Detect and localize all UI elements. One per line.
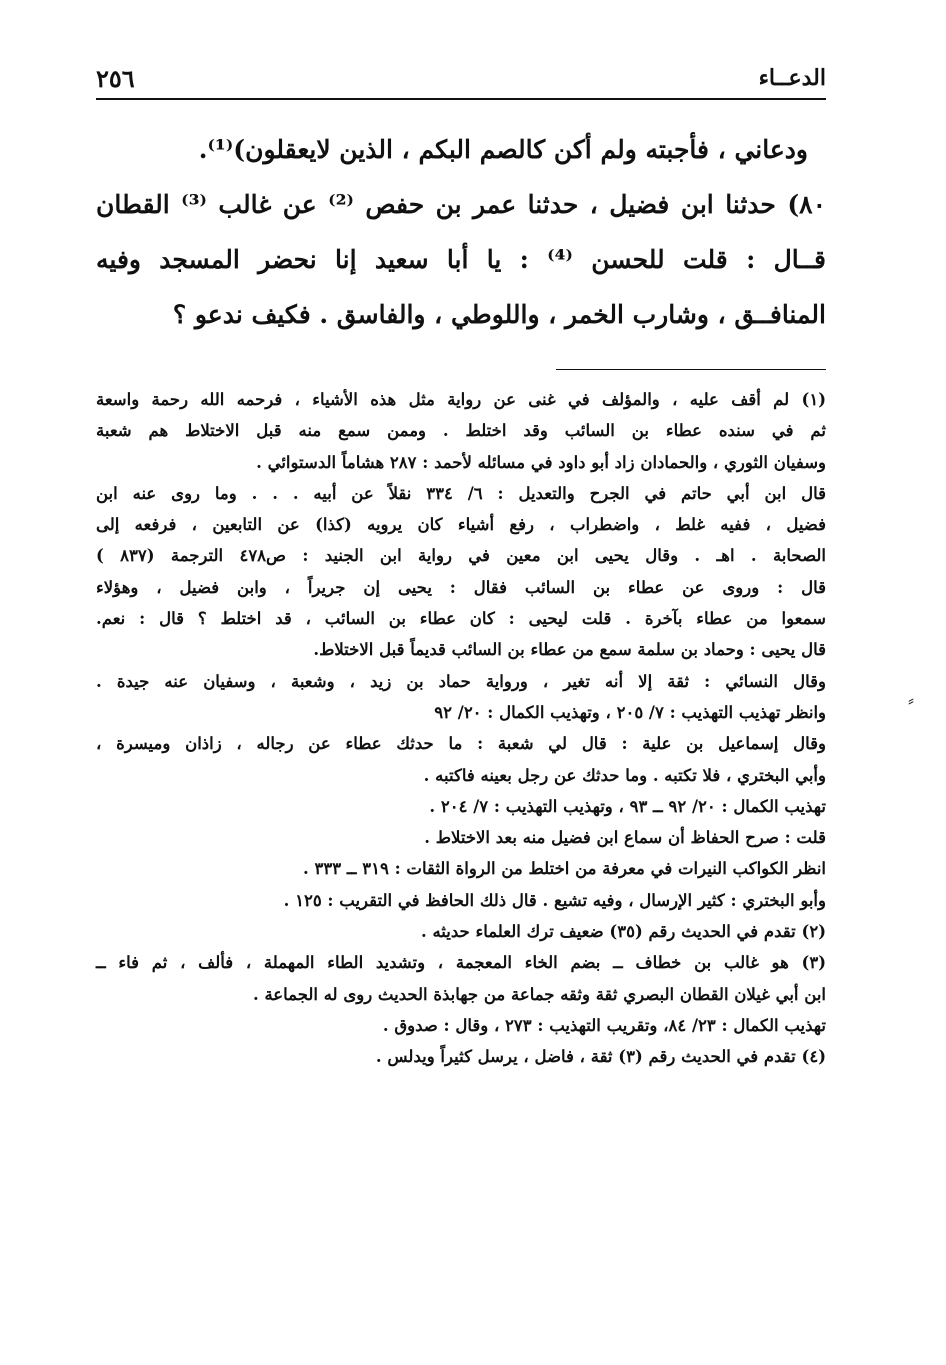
footnote-line: قال يحيى : وحماد بن سلمة سمع من عطاء بن السائب قديماً قبل الاختلاط. [313,640,826,660]
main-text-line: قــال : قلت للحسن ⁽⁴⁾ : يا أبا سعيد إنا نحضر المسجد وفيه [96,245,826,274]
footnote-line: الصحابة . اهـ . وقال يحيى ابن معين في رواية ابن الجنيد : ص٤٧٨ الترجمة (٨٣٧ ) [96,546,826,566]
footnote-line: قال ابن أبي حاتم في الجرح والتعديل : ٦/ ٣٣٤ نقلاً عن أبيه . . . وما روى عنه ابن [96,483,826,503]
footnote-separator [556,369,826,370]
footnote-line: ابن أبي غيلان القطان البصري ثقة وثقه جماعة من جهابذة الحديث روى له الجماعة . [252,984,826,1004]
footnote-line: تهذيب الكمال : ٢٣/ ٨٤، وتقريب التهذيب : ٢٧٣ ، وقال : صدوق . [382,1015,826,1035]
footnote-line: وأبي البختري ، فلا تكتبه . وما حدثك عن رجل بعينه فاكتبه . [423,765,826,785]
footnotes [96,384,826,1073]
running-header [96,58,826,100]
footnote-line: انظر الكواكب النيرات في معرفة من اختلط من الرواة الثقات : ٣١٩ ــ ٣٣٣ . [302,859,826,879]
footnote-line: (٢) تقدم في الحديث رقم (٣٥) ضعيف ترك العلماء حديثه . [420,922,826,942]
footnote-line: قال : وروى عن عطاء بن السائب فقال : يحيى إن جريراً ، وابن فضيل ، وهؤلاء [96,577,826,597]
footnote-line: فضيل ، ففيه غلط ، واضطراب ، رفع أشياء كان يرويه (كذا) عن التابعين ، فرفعه إلى [96,515,826,535]
footnote-line: (١) لم أقف عليه ، والمؤلف في غنى عن رواية مثل هذه الأشياء ، فرحمه الله رحمة واسعة [96,390,826,409]
footnote-line: (٤) تقدم في الحديث رقم (٣) ثقة ، فاضل ، يرسل كثيراً ويدلس . [375,1047,826,1067]
main-text [96,122,826,342]
footnote-line: سمعوا من عطاء بآخرة . قلت ليحيى : كان عطاء بن السائب ، قد اختلط ؟ قال : نعم. [96,609,826,629]
book-page [96,0,826,1365]
main-text-line: المنافــق ، وشارب الخمر ، واللوطي ، والفاسق . فكيف ندعو ؟ [172,300,826,329]
footnote-line: وأبو البختري : كثير الإرسال ، وفيه تشيع . قال ذلك الحافظ في التقريب : ١٢٥ . [283,890,826,910]
footnote-line: وقال النسائي : ثقة إلا أنه تغير ، ورواية حماد بن زيد ، وشعبة ، وسفيان عنه جيدة . [96,671,826,691]
main-text-line: ودعاني ، فأجبته ولم أكن كالصم البكم ، الذين لايعقلون)⁽¹⁾. [198,135,808,164]
main-text-line: ٨٠) حدثنا ابن فضيل ، حدثنا عمر بن حفص ⁽²⁾ عن غالب ⁽³⁾ القطان [96,190,827,219]
footnote-line: ثم في سنده عطاء بن السائب وقد اختلط . وممن سمع منه قبل الاختلاط هم شعبة [96,421,826,441]
footnote-line: (٣) هو غالب بن خطاف ــ بضم الخاء المعجمة ، وتشديد الطاء المهملة ، فألف ، ثم فاء ــ [96,953,826,973]
footnote-line: وقال إسماعيل بن علية : قال لي شعبة : ما حدثك عطاء عن رجاله ، زاذان وميسرة ، [96,734,826,754]
running-title: الدعــاء [758,65,826,91]
footnote-line: تهذيب الكمال : ٢٠/ ٩٢ ــ ٩٣ ، وتهذيب التهذيب : ٧/ ٢٠٤ . [429,796,826,816]
footnote-line: وسفيان الثوري ، والحمادان زاد أبو داود في مسائله لأحمد : ٢٨٧ هشاماً الدستوائي . [256,452,826,472]
footnote-line: قلت : صرح الحفاظ أن سماع ابن فضيل منه بعد الاختلاط . [424,828,826,848]
page-number: ٢٥٦ [96,63,135,93]
footnote-line: وانظر تهذيب التهذيب : ٧/ ٢٠٥ ، وتهذيب الكمال : ٢٠/ ٩٢ [434,702,826,722]
margin-pen-mark-icon: ⸗ [908,690,914,711]
